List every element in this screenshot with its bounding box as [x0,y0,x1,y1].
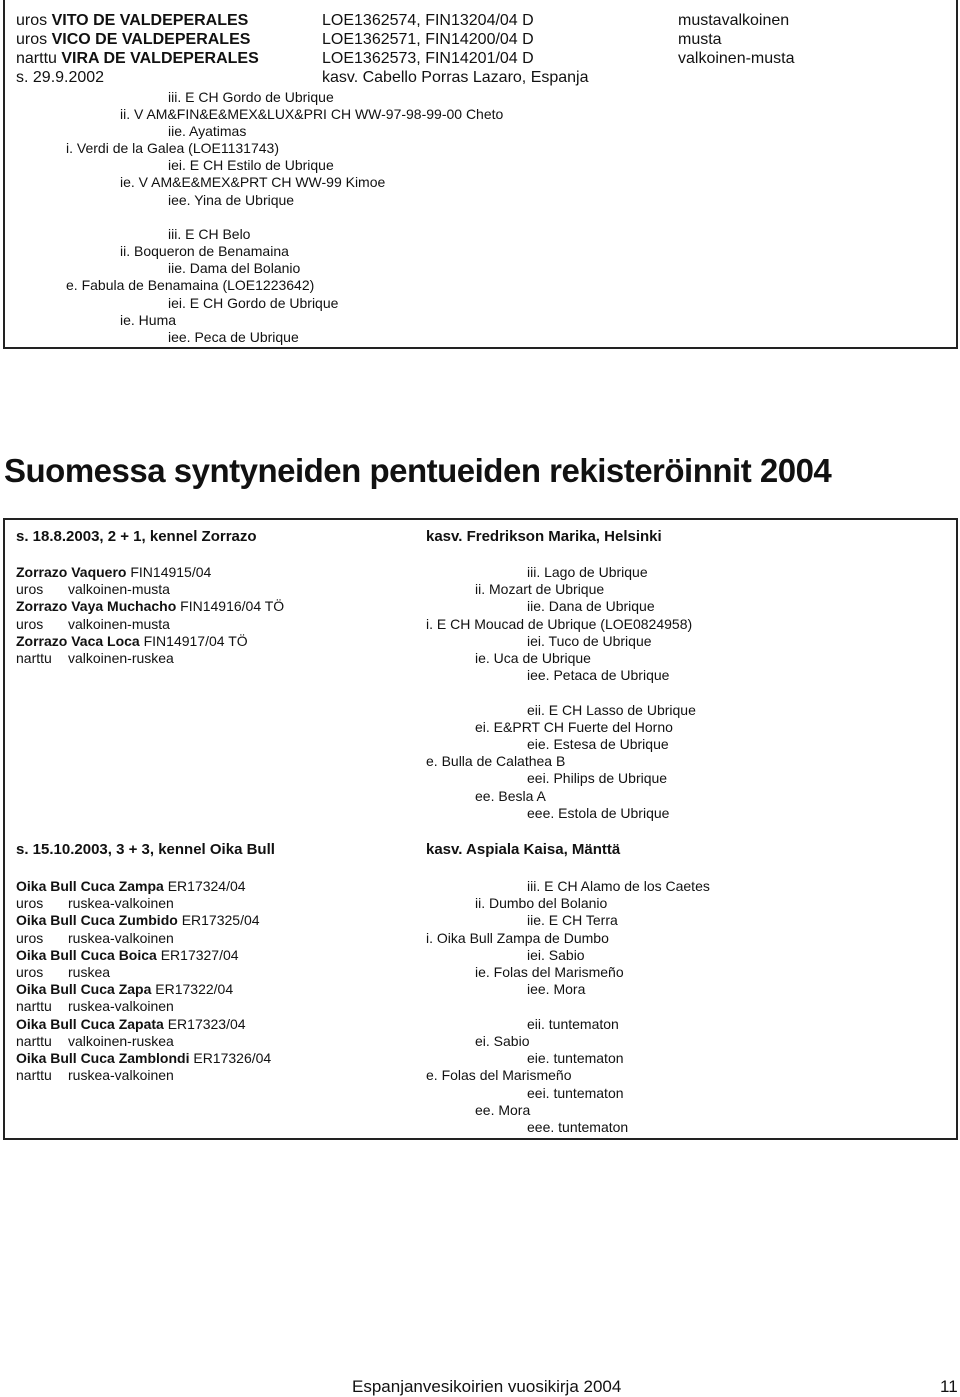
pedigree-line: ie. V AM&E&MEX&PRT CH WW-99 Kimoe [120,174,386,190]
pup-sex-color: narttu valkoinen-ruskea [16,650,174,666]
pedigree-line: ii. Boqueron de Benamaina [120,243,289,259]
pup-row: Oika Bull Cuca Zumbido ER17325/04 [16,912,260,928]
dog-reg: LOE1362574, FIN13204/04 D [322,12,534,29]
pedigree-line: e. Bulla de Calathea B [426,753,566,769]
dog-name: VITO DE VALDEPERALES [51,12,249,29]
pedigree-line: eee. Estola de Ubrique [527,805,670,821]
pup-sex-color: narttu valkoinen-ruskea [16,1033,174,1049]
pup-row: Zorrazo Vaquero FIN14915/04 [16,564,212,580]
top-dog-row [16,11,248,30]
pup-row: Oika Bull Cuca Zapata ER17323/04 [16,1016,246,1032]
pedigree-line: iee. Peca de Ubrique [168,329,299,345]
pedigree-line: eii. tuntematon [527,1016,619,1032]
birth-date: s. 29.9.2002 [16,69,105,86]
pedigree-line: iee. Petaca de Ubrique [527,667,670,683]
top-dog-row [16,30,250,49]
pedigree-line: i. Oika Bull Zampa de Dumbo [426,930,609,946]
pedigree-line: eie. Estesa de Ubrique [527,736,669,752]
dog-sex: uros [16,12,48,29]
litter-breeder: kasv. Aspiala Kaisa, Mänttä [426,841,621,858]
pedigree-line: iee. Yina de Ubrique [168,192,295,208]
pup-sex-color: uros ruskea-valkoinen [16,930,174,946]
top-dog-row [16,49,259,68]
pedigree-line: iei. E CH Estilo de Ubrique [168,157,334,173]
section-title: Suomessa syntyneiden pentueiden rekisteröinnit 2004 [4,452,832,489]
dog-reg: LOE1362573, FIN14201/04 D [322,50,534,67]
pedigree-line: ei. E&PRT CH Fuerte del Horno [475,719,673,735]
pedigree-line: eii. E CH Lasso de Ubrique [527,702,696,718]
pup-row: Oika Bull Cuca Boica ER17327/04 [16,947,239,963]
pup-row: Oika Bull Cuca Zamblondi ER17326/04 [16,1050,272,1066]
pedigree-line: iie. E CH Terra [527,912,618,928]
pedigree-line: e. Fabula de Benamaina (LOE1223642) [66,277,315,293]
pup-sex-color: uros ruskea [16,964,111,980]
pedigree-line: eee. tuntematon [527,1119,629,1135]
dog-color: mustavalkoinen [678,12,790,29]
pup-sex-color: narttu ruskea-valkoinen [16,998,174,1014]
pedigree-line: iei. E CH Gordo de Ubrique [168,295,339,311]
pup-sex-color: uros ruskea-valkoinen [16,895,174,911]
breeder: kasv. Cabello Porras Lazaro, Espanja [322,69,589,86]
pedigree-line: ie. Uca de Ubrique [475,650,591,666]
pedigree-line: iei. Tuco de Ubrique [527,633,652,649]
pedigree-line: ei. Sabio [475,1033,530,1049]
pup-sex-color: uros valkoinen-musta [16,581,170,597]
pedigree-line: ee. Mora [475,1102,531,1118]
pedigree-line: iie. Dama del Bolanio [168,260,301,276]
footer-title: Espanjanvesikoirien vuosikirja 2004 [352,1377,622,1396]
pedigree-line: eie. tuntematon [527,1050,624,1066]
pedigree-line: iii. E CH Gordo de Ubrique [168,89,334,105]
dog-color: valkoinen-musta [678,50,795,67]
pedigree-line: iei. Sabio [527,947,585,963]
pedigree-line: ie. Folas del Marismeño [475,964,624,980]
litter-header: s. 15.10.2003, 3 + 3, kennel Oika Bull [16,841,275,858]
pedigree-line: ii. Mozart de Ubrique [475,581,605,597]
dog-sex: uros [16,31,48,48]
pedigree-line: iie. Dana de Ubrique [527,598,655,614]
pedigree-line: ii. V AM&FIN&E&MEX&LUX&PRI CH WW-97-98-99-00 Cheto [120,106,504,122]
pedigree-line: iee. Mora [527,981,586,997]
pup-row: Oika Bull Cuca Zapa ER17322/04 [16,981,234,997]
dog-sex: narttu [16,50,57,67]
pedigree-line: iie. Ayatimas [168,123,247,139]
pedigree-line: eei. tuntematon [527,1085,624,1101]
dog-name: VIRA DE VALDEPERALES [61,50,259,67]
pedigree-line: ie. Huma [120,312,177,328]
dog-reg: LOE1362571, FIN14200/04 D [322,31,534,48]
pedigree-line: ii. Dumbo del Bolanio [475,895,608,911]
pup-row: Zorrazo Vaya Muchacho FIN14916/04 TÖ [16,598,285,614]
pedigree-line: e. Folas del Marismeño [426,1067,572,1083]
pedigree-line: i. E CH Moucad de Ubrique (LOE0824958) [426,616,693,632]
pup-sex-color: narttu ruskea-valkoinen [16,1067,174,1083]
litter-header: s. 18.8.2003, 2 + 1, kennel Zorrazo [16,528,257,545]
pedigree-line: ee. Besla A [475,788,546,804]
page-number: 11 [940,1377,958,1396]
pedigree-line: eei. Philips de Ubrique [527,770,668,786]
pedigree-line: iii. Lago de Ubrique [527,564,648,580]
dog-name: VICO DE VALDEPERALES [51,31,251,48]
pup-sex-color: uros valkoinen-musta [16,616,170,632]
litter-breeder: kasv. Fredrikson Marika, Helsinki [426,528,662,545]
pup-row: Oika Bull Cuca Zampa ER17324/04 [16,878,246,894]
pup-row: Zorrazo Vaca Loca FIN14917/04 TÖ [16,633,248,649]
pedigree-line: iii. E CH Alamo de los Caetes [527,878,710,894]
pedigree-line: iii. E CH Belo [168,226,251,242]
pedigree-line: i. Verdi de la Galea (LOE1131743) [66,140,279,156]
dog-color: musta [678,31,722,48]
